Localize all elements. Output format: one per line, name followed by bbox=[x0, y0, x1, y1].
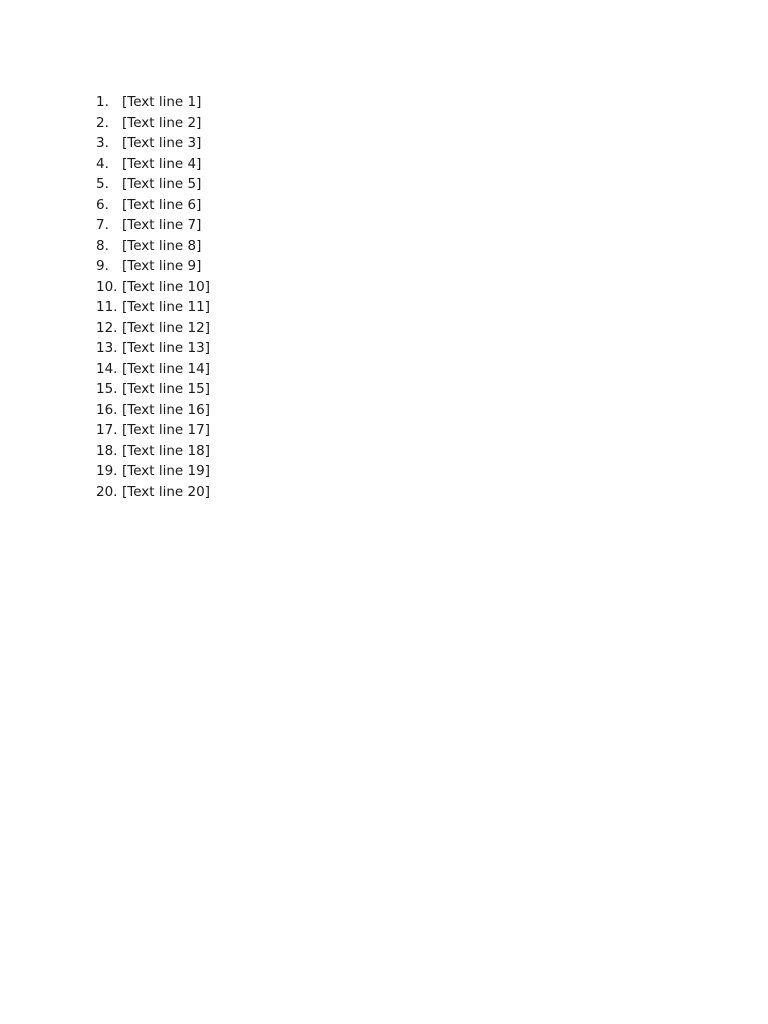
question-text: [Text line 12] bbox=[122, 319, 210, 336]
question-item bbox=[96, 338, 688, 359]
question-number: 16. bbox=[96, 401, 118, 418]
question-item bbox=[96, 195, 688, 216]
question-item bbox=[96, 215, 688, 236]
question-number: 9. bbox=[96, 258, 109, 274]
question-text: [Text line 19] bbox=[122, 463, 210, 479]
question-item bbox=[96, 461, 688, 482]
question-text: [Text line 10] bbox=[122, 278, 210, 295]
question-list bbox=[96, 92, 688, 502]
question-text: [Text line 5] bbox=[122, 176, 202, 192]
question-number: 5. bbox=[96, 176, 109, 192]
question-item bbox=[96, 174, 688, 195]
question-number: 13. bbox=[96, 340, 118, 356]
question-item bbox=[96, 441, 688, 462]
question-number: 17. bbox=[96, 422, 118, 438]
question-text: [Text line 15] bbox=[122, 381, 210, 397]
question-item bbox=[96, 318, 688, 339]
question-item bbox=[96, 359, 688, 380]
question-number: 15. bbox=[96, 381, 118, 397]
question-item bbox=[96, 420, 688, 441]
question-number: 4. bbox=[96, 155, 109, 172]
question-text: [Text line 18] bbox=[122, 442, 210, 459]
question-text: [Text line 14] bbox=[122, 360, 210, 377]
question-text: [Text line 7] bbox=[122, 217, 202, 233]
question-number: 8. bbox=[96, 237, 109, 254]
question-item bbox=[96, 92, 688, 113]
question-text: [Text line 6] bbox=[122, 196, 202, 213]
question-text: [Text line 3] bbox=[122, 135, 202, 151]
question-item bbox=[96, 133, 688, 154]
question-item bbox=[96, 400, 688, 421]
question-text: [Text line 11] bbox=[122, 299, 210, 315]
question-item bbox=[96, 379, 688, 400]
question-text: [Text line 16] bbox=[122, 401, 210, 418]
question-item bbox=[96, 154, 688, 175]
question-number: 3. bbox=[96, 135, 109, 151]
question-number: 12. bbox=[96, 319, 118, 336]
question-item bbox=[96, 256, 688, 277]
question-text: [Text line 17] bbox=[122, 422, 210, 438]
question-number: 20. bbox=[96, 483, 118, 500]
question-item bbox=[96, 277, 688, 298]
question-number: 6. bbox=[96, 196, 109, 213]
question-text: [Text line 13] bbox=[122, 340, 210, 356]
question-number: 1. bbox=[96, 94, 109, 110]
question-text: [Text line 9] bbox=[122, 258, 202, 274]
question-text: [Text line 20] bbox=[122, 483, 210, 500]
question-item bbox=[96, 297, 688, 318]
question-number: 19. bbox=[96, 463, 118, 479]
question-number: 7. bbox=[96, 217, 109, 233]
question-number: 18. bbox=[96, 442, 118, 459]
question-text: [Text line 2] bbox=[122, 114, 202, 131]
question-item bbox=[96, 236, 688, 257]
question-item bbox=[96, 113, 688, 134]
question-number: 11. bbox=[96, 299, 118, 315]
question-item bbox=[96, 482, 688, 503]
question-text: [Text line 8] bbox=[122, 237, 202, 254]
question-text: [Text line 4] bbox=[122, 155, 202, 172]
question-number: 2. bbox=[96, 114, 109, 131]
question-number: 10. bbox=[96, 278, 118, 295]
question-text: [Text line 1] bbox=[122, 94, 202, 110]
question-number: 14. bbox=[96, 360, 118, 377]
